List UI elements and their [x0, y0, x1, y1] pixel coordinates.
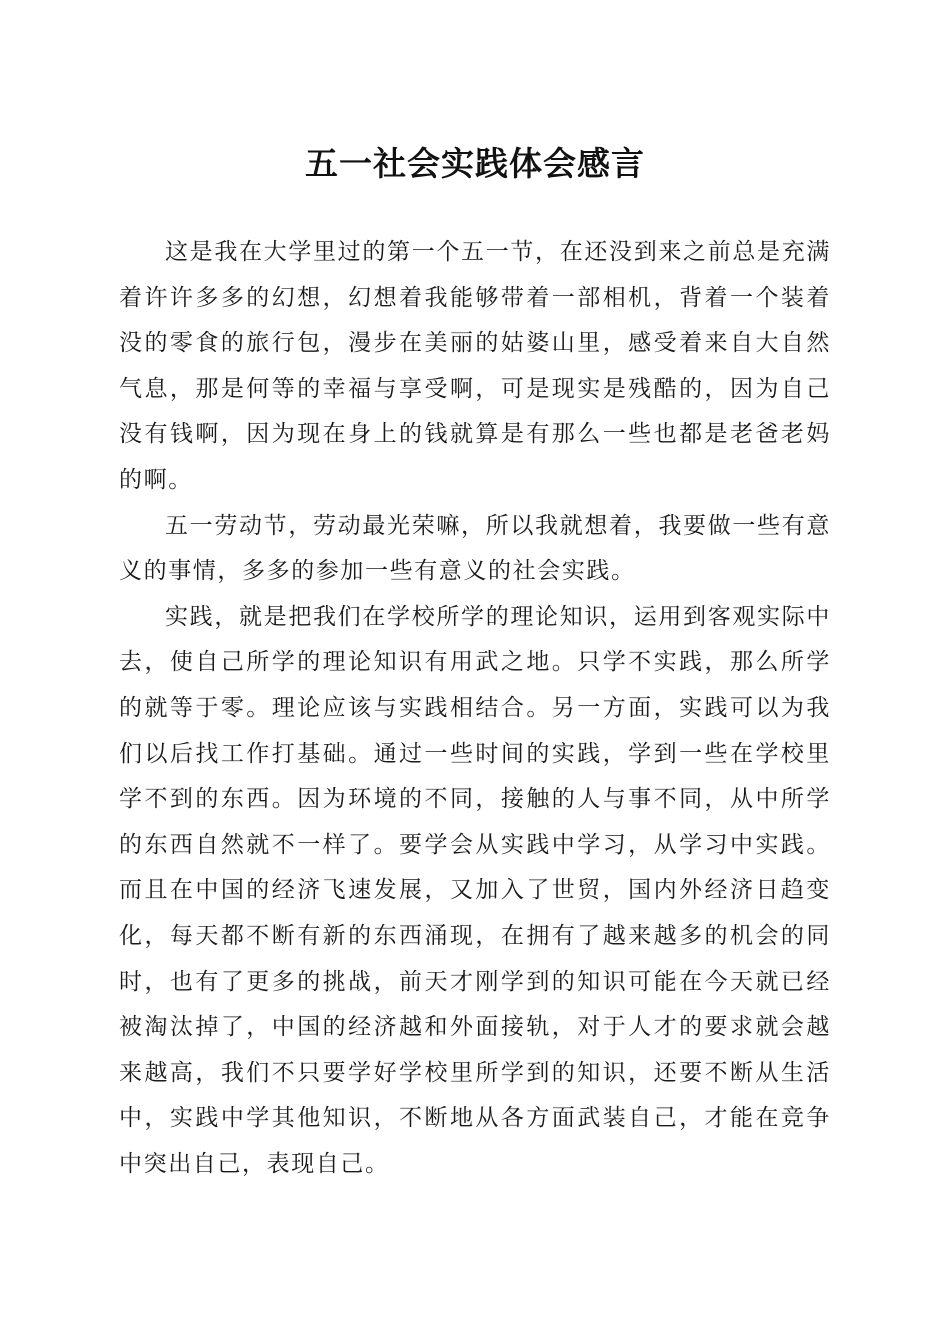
- document-title: 五一社会实践体会感言: [305, 144, 645, 183]
- paragraph-1: 这是我在大学里过的第一个五一节，在还没到来之前总是充满着许许多多的幻想，幻想着我能够带着一部相机，背着一个装着没的零食的旅行包，漫步在美丽的姑婆山里，感受着来自大自然气息，那是何等的幸福与享受啊，可是现实是残酷的，因为自己没有钱啊，因为现在身上的钱就算是有那么一些也都是老爸老妈的啊。: [119, 239, 831, 493]
- document-body: [119, 230, 831, 1187]
- paragraph-2: 五一劳动节，劳动最光荣嘛，所以我就想着，我要做一些有意义的事情，多多的参加一些有意义的社会实践。: [119, 512, 831, 585]
- paragraph-3: 实践，就是把我们在学校所学的理论知识，运用到客观实际中去，使自己所学的理论知识有用武之地。只学不实践，那么所学的就等于零。理论应该与实践相结合。另一方面，实践可以为我们以后找工作打基础。通过一些时间的实践，学到一些在学校里学不到的东西。因为环境的不同，接触的人与事不同，从中所学的东西自然就不一样了。要学会从实践中学习，从学习中实践。而且在中国的经济飞速发展，又加入了世贸，国内外经济日趋变化，每天都不断有新的东西涌现，在拥有了越来越多的机会的同时，也有了更多的挑战，前天才刚学到的知识可能在今天就已经被淘汰掉了，中国的经济越和外面接轨，对于人才的要求就会越来越高，我们不只要学好学校里所学到的知识，还要不断从生活中，实践中学其他知识，不断地从各方面武装自己，才能在竞争中突出自己，表现自己。: [119, 603, 831, 1177]
